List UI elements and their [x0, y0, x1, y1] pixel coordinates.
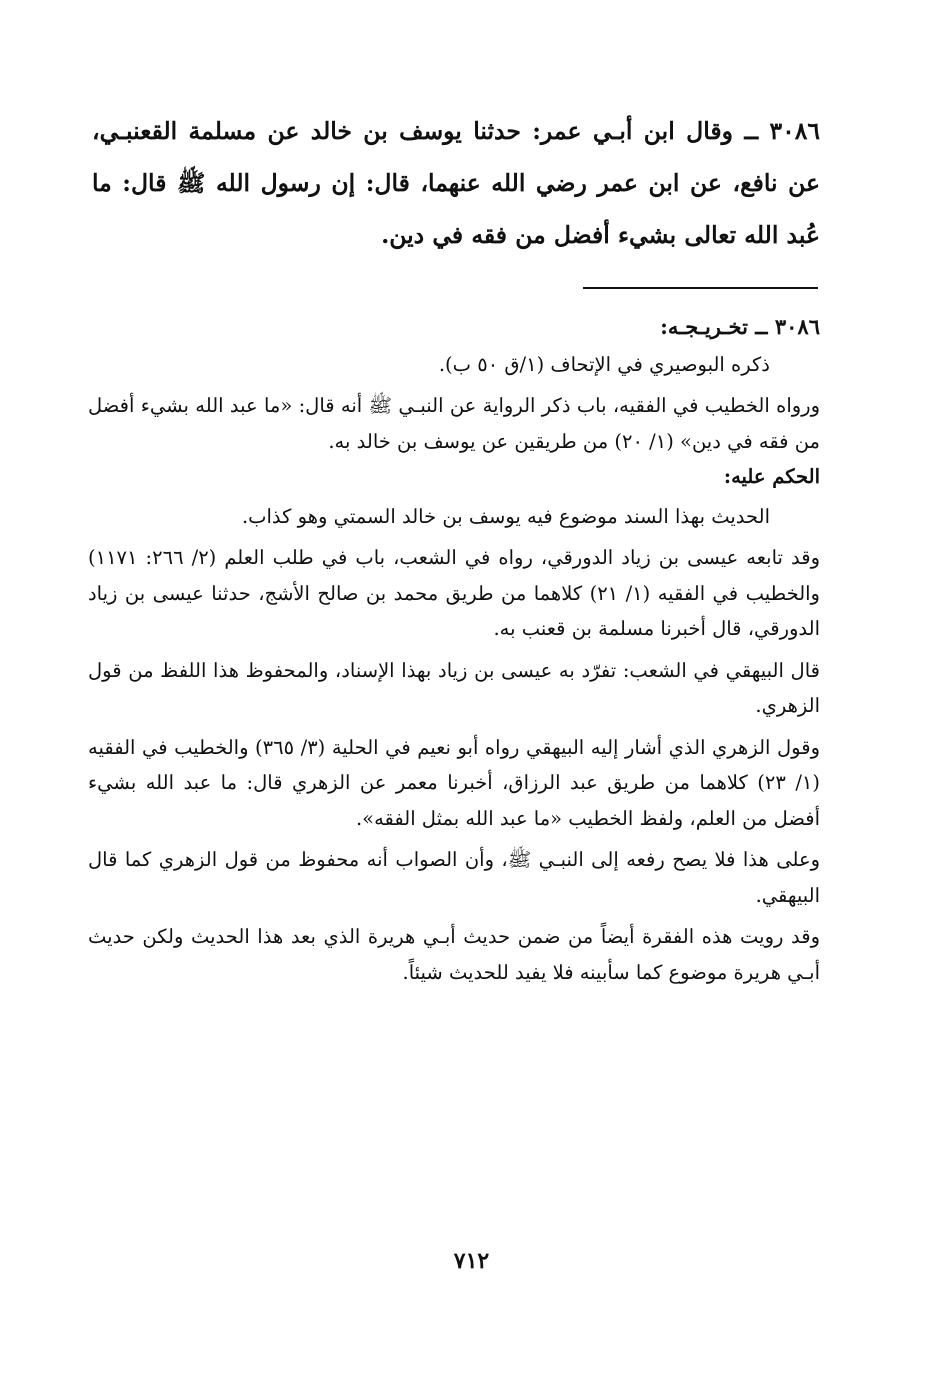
note-paragraph-3: الحديث بهذا السند موضوع فيه يوسف بن خالد السمتي وهو كذاب. [241, 504, 770, 528]
ruling-heading: الحكم عليه: [723, 465, 820, 488]
note-paragraph-6: وقول الزهري الذي أشار إليه البيهقي رواه أبو نعيم في الحلية (٣/ ٣٦٥) والخطيب في الفقيه (١/ ٢٣) كلاهما من طريق عبد الرزاق، أخبرنا معمر عن الزهري قال: ما عبد الله بشيء أفضل من العلم، ولفظ الخطيب «ما عبد الله بمثل الفقه». [88, 735, 820, 830]
hadith-paragraph: ٣٠٨٦ ــ وقال ابن أبـي عمر: حدثنا يوسف بن خالد عن مسلمة القعنبـي، عن نافع، عن ابن عمر رضي الله عنهما، قال: إن رسول الله ﷺ قال: ما عُبد الله تعالى بشيء أفضل من فقه في دين. [92, 117, 820, 249]
page-number: ٧١٢ [453, 1248, 490, 1274]
note-paragraph-1: ذكره البوصيري في الإتحاف (١/ق ٥٠ ب). [438, 352, 770, 376]
note-paragraph-5: قال البيهقي في الشعب: تفرّد به عيسى بن زياد بهذا الإسناد، والمحفوظ هذا اللفظ من قول الزهري. [88, 658, 820, 717]
note-paragraph-7: وعلى هذا فلا يصح رفعه إلى النبـي ﷺ، وأن الصواب أنه محفوظ من قول الزهري كما قال البيهقي. [88, 848, 820, 907]
footnote-divider [583, 287, 818, 289]
takhrij-heading: ٣٠٨٦ ــ تخـريـجـه: [660, 314, 820, 339]
note-paragraph-2: ورواه الخطيب في الفقيه، باب ذكر الرواية عن النبـي ﷺ أنه قال: «ما عبد الله بشيء أفضل من فقه في دين» (١/ ٢٠) من طريقين عن يوسف بن خالد به. [88, 394, 820, 453]
takhrij-section [88, 309, 820, 990]
note-paragraph-8: وقد رويت هذه الفقرة أيضاً من ضمن حديث أبـي هريرة الذي بعد هذا الحديث ولكن حديث أبـي هريرة موضوع كما سأبينه فلا يفيد للحديث شيئاً. [88, 925, 820, 984]
main-text-block [92, 105, 820, 261]
note-paragraph-4: وقد تابعه عيسى بن زياد الدورقي، رواه في الشعب، باب في طلب العلم (٢/ ٢٦٦: ١١٧١) والخطيب في الفقيه (١/ ٢١) كلاهما من طريق محمد بن صالح الأشج، حدثنا عيسى بن زياد الدورقي، قال أخبرنا مسلمة بن قعنب به. [88, 546, 820, 640]
